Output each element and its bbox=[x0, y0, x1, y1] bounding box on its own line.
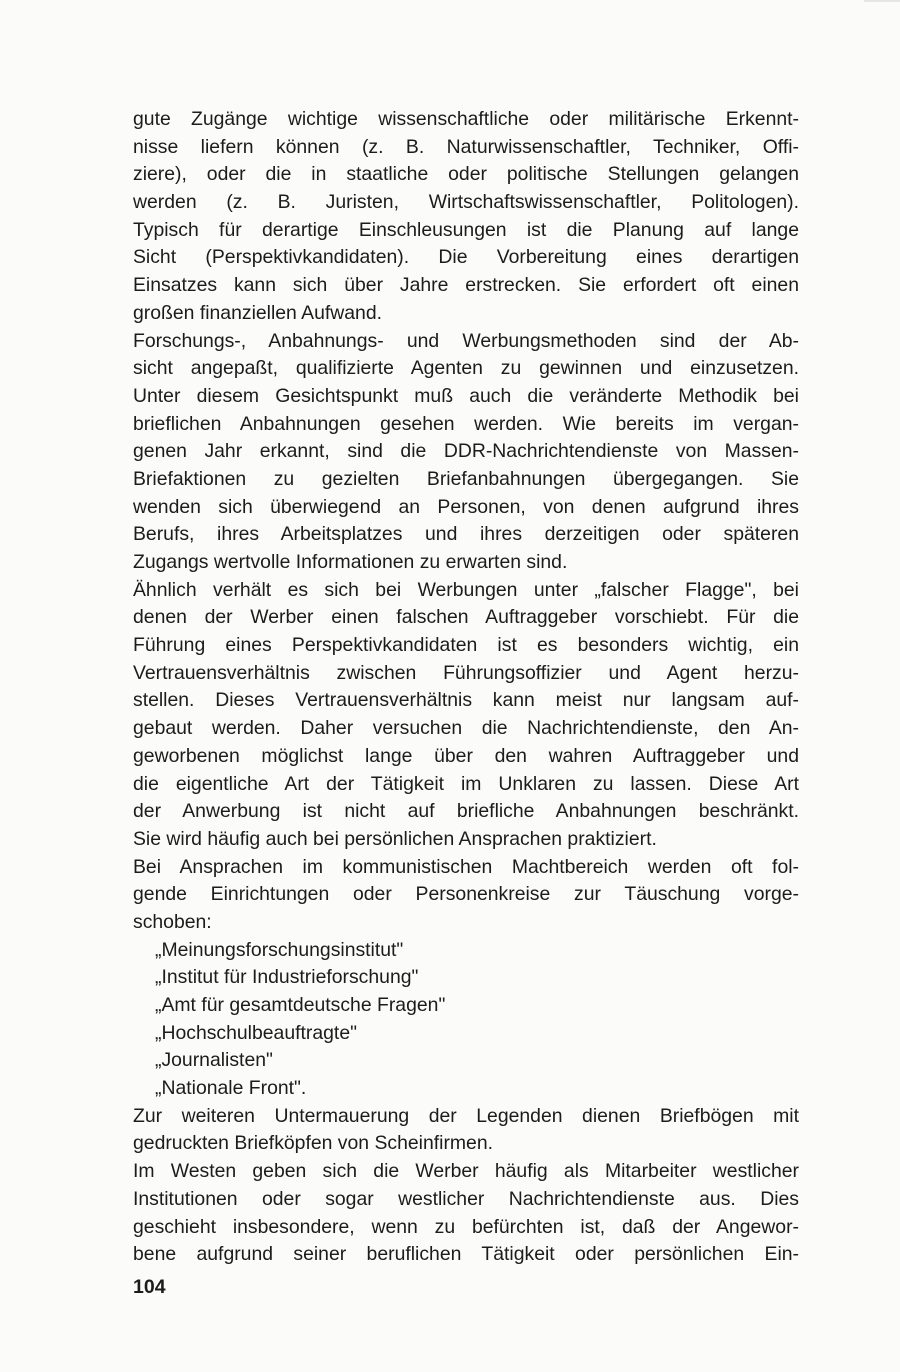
text-line: gende Einrichtungen oder Personenkreise zur Täuschung vorge- bbox=[133, 883, 799, 906]
text-line: gute Zugänge wichtige wissenschaftliche oder militärische Erkennt- bbox=[133, 108, 799, 130]
text-line: brieflichen Anbahnungen gesehen werden. Wie bereits im vergan- bbox=[133, 412, 799, 435]
text-line: wenden sich überwiegend an Personen, von denen aufgrund ihres bbox=[133, 495, 799, 518]
body-text bbox=[133, 106, 799, 1269]
text-line: Briefaktionen zu gezielten Briefanbahnungen übergegangen. Sie bbox=[133, 467, 799, 490]
page-edge-mark bbox=[864, 0, 900, 2]
text-line: stellen. Dieses Vertrauensverhältnis kann meist nur langsam auf- bbox=[133, 689, 799, 712]
text-line: Sie wird häufig auch bei persönlichen Ansprachen praktiziert. bbox=[133, 827, 657, 850]
text-line: der Anwerbung ist nicht auf briefliche Anbahnungen beschränkt. bbox=[133, 800, 799, 823]
text-line: Zugangs wertvolle Informationen zu erwarten sind. bbox=[133, 551, 568, 573]
text-line: ziere), oder die in staatliche oder politische Stellungen gelangen bbox=[133, 163, 799, 186]
text-line: werden (z. B. Juristen, Wirtschaftswissenschaftler, Politologen). bbox=[133, 191, 799, 214]
text-line: Im Westen geben sich die Werber häufig als Mitarbeiter westlicher bbox=[133, 1160, 799, 1183]
text-line: gedruckten Briefköpfen von Scheinfirmen. bbox=[133, 1132, 494, 1155]
text-line: geworbenen möglichst lange über den wahren Auftraggeber und bbox=[133, 744, 799, 767]
text-line: Typisch für derartige Einschleusungen ist die Planung auf lange bbox=[133, 218, 799, 241]
text-line: Ähnlich verhält es sich bei Werbungen unter „falscher Flagge", bei bbox=[133, 578, 799, 601]
text-line: Unter diesem Gesichtspunkt muß auch die veränderte Methodik bei bbox=[133, 384, 799, 407]
text-line: schoben: bbox=[133, 910, 212, 933]
text-line: großen finanziellen Aufwand. bbox=[133, 301, 383, 324]
text-line: Berufs, ihres Arbeitsplatzes und ihres derzeitigen oder späteren bbox=[133, 523, 799, 546]
list-item: „Hochschulbeauftragte" bbox=[155, 1021, 357, 1044]
list-item: „Journalisten" bbox=[155, 1049, 273, 1072]
list-item: „Meinungsforschungsinstitut" bbox=[155, 938, 404, 961]
text-line: die eigentliche Art der Tätigkeit im Unklaren zu lassen. Diese Art bbox=[133, 772, 799, 795]
text-line: Führung eines Perspektivkandidaten ist es besonders wichtig, ein bbox=[133, 634, 799, 657]
list-item: „Nationale Front". bbox=[155, 1077, 307, 1100]
text-line: genen Jahr erkannt, sind die DDR-Nachrichtendienste von Massen- bbox=[133, 440, 799, 463]
text-line: Institutionen oder sogar westlicher Nachrichtendienste aus. Dies bbox=[133, 1187, 799, 1210]
page-number: 104 bbox=[133, 1276, 166, 1298]
text-line: gebaut werden. Daher versuchen die Nachrichtendienste, den An- bbox=[133, 717, 799, 740]
text-line: Einsatzes kann sich über Jahre erstrecken. Sie erfordert oft einen bbox=[133, 274, 799, 297]
text-line: nisse liefern können (z. B. Naturwissenschaftler, Techniker, Offi- bbox=[133, 135, 799, 158]
text-line: Bei Ansprachen im kommunistischen Machtbereich werden oft fol- bbox=[133, 855, 799, 878]
text-line: Sicht (Perspektivkandidaten). Die Vorbereitung eines derartigen bbox=[133, 246, 799, 269]
text-line: sicht angepaßt, qualifizierte Agenten zu gewinnen und einzusetzen. bbox=[133, 357, 799, 380]
list-item: „Institut für Industrieforschung" bbox=[155, 966, 419, 989]
text-line: Vertrauensverhältnis zwischen Führungsoffizier und Agent herzu- bbox=[133, 661, 799, 684]
text-line: Zur weiteren Untermauerung der Legenden dienen Briefbögen mit bbox=[133, 1104, 799, 1127]
text-line: bene aufgrund seiner beruflichen Tätigkeit oder persönlichen Ein- bbox=[133, 1243, 799, 1266]
list-item: „Amt für gesamtdeutsche Fragen" bbox=[155, 994, 446, 1016]
text-line: denen der Werber einen falschen Auftraggeber vorschiebt. Für die bbox=[133, 606, 799, 629]
text-line: Forschungs-, Anbahnungs- und Werbungsmethoden sind der Ab- bbox=[133, 329, 799, 352]
text-line: geschieht insbesondere, wenn zu befürchten ist, daß der Angewor- bbox=[133, 1215, 799, 1238]
